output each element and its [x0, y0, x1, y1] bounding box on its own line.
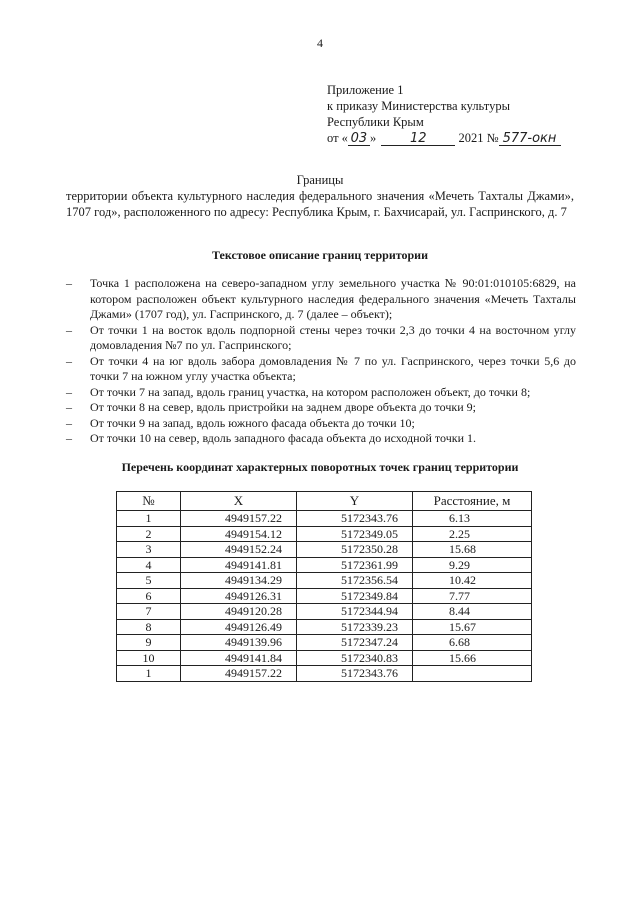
- appendix-date-row: [327, 130, 561, 146]
- header-y: Y: [297, 492, 413, 511]
- table-row: [117, 666, 532, 682]
- cell-x: 4949154.12: [181, 526, 297, 542]
- cell-number: 3: [117, 542, 181, 558]
- cell-x: 4949141.84: [181, 650, 297, 666]
- cell-y: 5172343.76: [297, 666, 413, 682]
- list-item: [66, 400, 576, 416]
- table-row: [117, 588, 532, 604]
- cell-distance: 15.67: [413, 619, 532, 635]
- cell-y: 5172350.28: [297, 542, 413, 558]
- header-number: №: [117, 492, 181, 511]
- table-row: [117, 511, 532, 527]
- document-subtitle: территории объекта культурного наследия федерального значения «Мечеть Тахталы Джами», 1707 год», расположенного по адресу: Республика Крым, г. Бахчисарай, ул. Гаспринского, д. 7: [66, 189, 574, 219]
- cell-number: 1: [117, 511, 181, 527]
- cell-number: 6: [117, 588, 181, 604]
- cell-number: 1: [117, 666, 181, 682]
- table-row: [117, 650, 532, 666]
- description-list: [66, 276, 576, 447]
- cell-x: 4949126.31: [181, 588, 297, 604]
- table-row: [117, 542, 532, 558]
- cell-number: 8: [117, 619, 181, 635]
- table-header-row: [117, 492, 532, 511]
- list-item: [66, 354, 576, 385]
- cell-y: 5172361.99: [297, 557, 413, 573]
- cell-y: 5172356.54: [297, 573, 413, 589]
- dash-marker: –: [66, 276, 72, 290]
- cell-distance: 10.42: [413, 573, 532, 589]
- page-number: 4: [317, 36, 323, 50]
- table-row: [117, 526, 532, 542]
- table-row: [117, 604, 532, 620]
- table-row: [117, 573, 532, 589]
- cell-y: 5172343.76: [297, 511, 413, 527]
- list-item: [66, 431, 576, 447]
- cell-distance: [413, 666, 532, 682]
- appendix-line-2: к приказу Министерства культуры: [327, 99, 510, 113]
- header-x: X: [181, 492, 297, 511]
- cell-y: 5172349.84: [297, 588, 413, 604]
- cell-x: 4949152.24: [181, 542, 297, 558]
- date-month: 12: [381, 132, 455, 146]
- cell-y: 5172340.83: [297, 650, 413, 666]
- cell-x: 4949157.22: [181, 511, 297, 527]
- appendix-block: [327, 82, 561, 146]
- list-item-text: Точка 1 расположена на северо-западном углу земельного участка № 90:01:010105:6829, на котором расположен объект культурного наследия федерального значения «Мечеть Тахталы Джами» (1707 год), ул. Гаспринского, д. 7 (далее – объект);: [90, 276, 576, 321]
- dash-marker: –: [66, 400, 72, 414]
- list-item: [66, 276, 576, 323]
- date-year: 2021 №: [458, 131, 499, 145]
- list-item: [66, 323, 576, 354]
- cell-distance: 2.25: [413, 526, 532, 542]
- cell-number: 10: [117, 650, 181, 666]
- cell-distance: 8.44: [413, 604, 532, 620]
- cell-x: 4949120.28: [181, 604, 297, 620]
- dash-marker: –: [66, 384, 72, 399]
- cell-x: 4949126.49: [181, 619, 297, 635]
- dash-marker: –: [66, 415, 72, 430]
- cell-number: 2: [117, 526, 181, 542]
- cell-y: 5172347.24: [297, 635, 413, 651]
- cell-y: 5172339.23: [297, 619, 413, 635]
- cell-x: 4949139.96: [181, 635, 297, 651]
- cell-distance: 6.13: [413, 511, 532, 527]
- table-row: [117, 635, 532, 651]
- date-day: 03: [348, 132, 370, 146]
- list-item: [66, 416, 576, 432]
- header-distance: Расстояние, м: [413, 492, 532, 511]
- cell-number: 5: [117, 573, 181, 589]
- list-item: [66, 385, 576, 401]
- cell-number: 4: [117, 557, 181, 573]
- cell-y: 5172349.05: [297, 526, 413, 542]
- list-item-text: От точки 1 на восток вдоль подпорной стены через точки 2,3 до точки 4 на восточном углу домовладения №7 по ул. Гаспринского;: [90, 322, 576, 352]
- cell-distance: 7.77: [413, 588, 532, 604]
- text-section-heading: Текстовое описание границ территории: [211, 248, 429, 262]
- table-row: [117, 619, 532, 635]
- cell-distance: 15.66: [413, 650, 532, 666]
- cell-number: 7: [117, 604, 181, 620]
- document-title: Границы: [296, 173, 344, 187]
- cell-y: 5172344.94: [297, 604, 413, 620]
- dash-marker: –: [66, 322, 72, 337]
- date-mid: »: [369, 131, 377, 145]
- cell-x: 4949134.29: [181, 573, 297, 589]
- cell-x: 4949157.22: [181, 666, 297, 682]
- coordinates-table: [116, 491, 532, 682]
- cell-x: 4949141.81: [181, 557, 297, 573]
- list-item-text: От точки 4 на юг вдоль забора домовладения № 7 по ул. Гаспринского, через точки 5,6 до точки 7 на южном углу участка объекта;: [90, 353, 576, 383]
- list-item-text: От точки 7 на запад, вдоль границ участка, на котором расположен объект, до точки 8;: [90, 384, 531, 399]
- appendix-line-1: Приложение 1: [327, 83, 404, 97]
- dash-marker: –: [66, 353, 72, 368]
- date-prefix: от «: [327, 131, 348, 145]
- list-item-text: От точки 8 на север, вдоль пристройки на заднем дворе объекта до точки 9;: [90, 400, 476, 414]
- order-number: 577-окн: [499, 132, 561, 146]
- list-item-text: От точки 10 на север, вдоль западного фасада объекта до исходной точки 1.: [90, 431, 476, 445]
- table-section-heading: Перечень координат характерных поворотных точек границ территории: [121, 460, 519, 474]
- cell-distance: 6.68: [413, 635, 532, 651]
- dash-marker: –: [66, 431, 72, 445]
- list-item-text: От точки 9 на запад, вдоль южного фасада объекта до точки 10;: [90, 415, 415, 430]
- cell-distance: 9.29: [413, 557, 532, 573]
- cell-number: 9: [117, 635, 181, 651]
- table-row: [117, 557, 532, 573]
- appendix-line-3: Республики Крым: [327, 115, 424, 129]
- cell-distance: 15.68: [413, 542, 532, 558]
